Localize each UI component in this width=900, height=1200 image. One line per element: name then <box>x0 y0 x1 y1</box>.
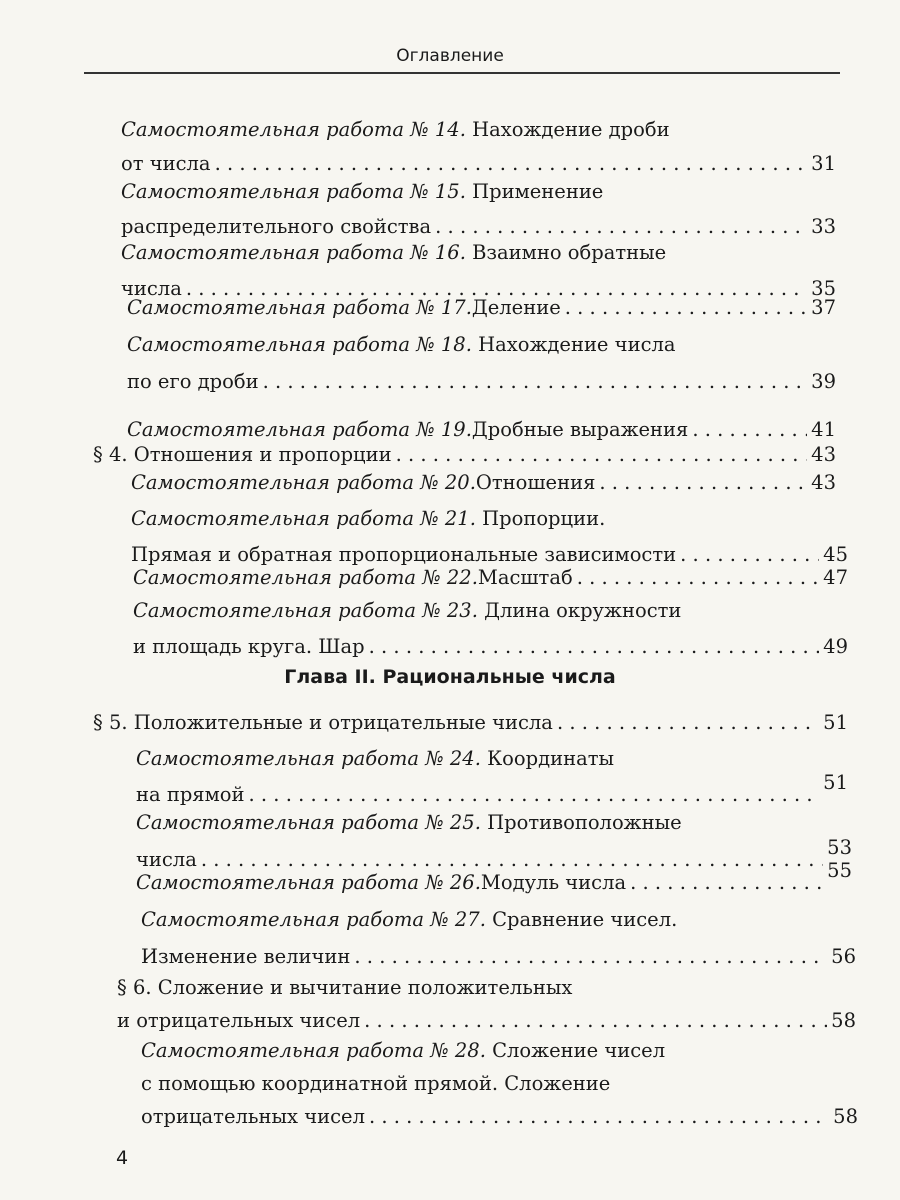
work-label: Самостоятельная работа № 16. <box>121 241 466 264</box>
entry-title-text: Применение <box>465 180 604 203</box>
work-label: Самостоятельная работа № 21. <box>131 507 476 530</box>
page-number: 31 <box>811 152 836 175</box>
dot-leader <box>630 868 823 898</box>
entry-title-text: Пропорции. <box>475 507 606 530</box>
toc-entry-line <box>136 859 852 898</box>
entry-title-text: Модуль числа <box>480 871 627 894</box>
entry-title-text: Координаты <box>480 747 615 770</box>
toc-entry-line <box>141 905 856 935</box>
page-number: 43 <box>811 471 836 494</box>
work-label: Самостоятельная работа № 14. <box>121 118 466 141</box>
toc-entry[interactable] <box>141 905 856 979</box>
page-number: 55 <box>827 859 852 882</box>
page-number: 45 <box>823 543 848 566</box>
toc-entry-line <box>121 177 836 207</box>
entry-title-text: отрицательных чисел <box>141 1105 365 1128</box>
page-number: 51 <box>823 771 848 794</box>
toc-entry[interactable] <box>141 1036 858 1135</box>
toc-entry-line <box>121 115 836 145</box>
toc-entry-line <box>127 293 836 323</box>
toc-entry[interactable] <box>133 563 848 597</box>
toc-entry[interactable] <box>131 468 836 502</box>
entry-title-text: § 4. Отношения и пропорции <box>93 443 392 466</box>
entry-title-text: Прямая и обратная пропорциональные зависимости <box>131 543 677 566</box>
toc-entry-line <box>136 744 848 774</box>
dot-leader <box>577 563 819 593</box>
page-number: 51 <box>823 711 848 734</box>
toc-entry[interactable] <box>121 115 836 183</box>
page-folio: 4 <box>116 1147 129 1169</box>
toc-entry-line <box>127 330 836 360</box>
toc-entry[interactable] <box>127 293 836 327</box>
entry-title-text: Деление <box>471 296 561 319</box>
page-number: 39 <box>811 370 836 393</box>
entry-title-text: от числа <box>121 152 211 175</box>
dot-leader <box>557 708 819 738</box>
page-number: 33 <box>811 215 836 238</box>
entry-title-text: Масштаб <box>477 566 573 589</box>
toc-entry-line <box>136 771 848 810</box>
toc-entry-line <box>131 504 848 534</box>
toc-entry-line <box>136 808 852 838</box>
work-label: Самостоятельная работа № 23. <box>133 599 478 622</box>
work-label: Самостоятельная работа № 25. <box>136 811 481 834</box>
work-label: Самостоятельная работа № 15. <box>121 180 466 203</box>
toc-entry-line <box>117 1006 856 1036</box>
work-label: Самостоятельная работа № 28. <box>141 1039 486 1062</box>
toc-entry-line <box>133 632 848 662</box>
toc-entry[interactable] <box>136 859 852 902</box>
entry-title-text: с помощью координатной прямой. Сложение <box>141 1072 611 1095</box>
dot-leader <box>599 468 807 498</box>
work-label: Самостоятельная работа № 24. <box>136 747 481 770</box>
dot-leader <box>369 632 820 662</box>
toc-entry-line <box>121 149 836 179</box>
entry-title-text: Длина окружности <box>477 599 682 622</box>
entry-title-text: Отношения <box>475 471 596 494</box>
toc-entry[interactable] <box>133 596 848 668</box>
entry-title-text: § 6. Сложение и вычитание положительных <box>117 976 573 999</box>
toc-entry[interactable] <box>93 708 848 742</box>
dot-leader <box>364 1006 827 1036</box>
page-number: 58 <box>833 1105 858 1128</box>
chapter-heading: Глава II. Рациональные числа <box>284 666 616 688</box>
entry-title-text: числа <box>121 277 182 300</box>
work-label: Самостоятельная работа № 20. <box>131 471 476 494</box>
page-number: 49 <box>823 635 848 658</box>
toc-entry[interactable] <box>136 744 848 816</box>
page-number: 53 <box>827 836 852 859</box>
toc-entry-line <box>93 708 848 738</box>
toc-entry-line <box>133 563 848 593</box>
toc-entry-line <box>141 1036 858 1066</box>
entry-title-text: и отрицательных чисел <box>117 1009 361 1032</box>
page-number: 41 <box>811 418 836 441</box>
toc-entry-line <box>133 596 848 626</box>
work-label: Самостоятельная работа № 17. <box>127 296 472 319</box>
dot-leader <box>263 367 808 397</box>
entry-title-text: Сравнение чисел. <box>485 908 678 931</box>
work-label: Самостоятельная работа № 26. <box>136 871 481 894</box>
entry-title-text: § 5. Положительные и отрицательные числа <box>93 711 553 734</box>
work-label: Самостоятельная работа № 18. <box>127 333 472 356</box>
toc-entry-line <box>131 468 836 498</box>
toc-entry-line <box>141 1102 858 1132</box>
page-number: 56 <box>831 945 856 968</box>
entry-title-text: распределительного свойства <box>121 215 432 238</box>
entry-title-text: Нахождение дроби <box>465 118 670 141</box>
toc-entry-line <box>141 1069 858 1099</box>
page-number: 35 <box>811 277 836 300</box>
dot-leader <box>396 440 808 470</box>
page-number: 43 <box>811 443 836 466</box>
toc-entry[interactable] <box>127 330 836 404</box>
running-head: Оглавление <box>396 46 504 66</box>
entry-title-text: по его дроби <box>127 370 259 393</box>
page-number: 37 <box>811 296 836 319</box>
entry-title-text: Сложение чисел <box>485 1039 666 1062</box>
entry-title-text: Изменение величин <box>141 945 351 968</box>
work-label: Самостоятельная работа № 27. <box>141 908 486 931</box>
toc-entry-line <box>93 440 836 470</box>
entry-title-text: Дробные выражения <box>471 418 689 441</box>
dot-leader <box>369 1102 829 1132</box>
toc-entry[interactable] <box>121 177 836 247</box>
toc-entry-line <box>121 238 836 268</box>
toc-entry-line <box>141 942 856 972</box>
dot-leader <box>354 942 827 972</box>
dot-leader <box>249 780 820 810</box>
work-label: Самостоятельная работа № 22. <box>133 566 478 589</box>
page-number: 47 <box>823 566 848 589</box>
entry-title-text: числа <box>136 848 197 871</box>
dot-leader <box>565 293 807 323</box>
toc-entry-line <box>127 367 836 397</box>
entry-title-text: Взаимно обратные <box>465 241 667 264</box>
entry-title-text: на прямой <box>136 783 245 806</box>
entry-title-text: Нахождение числа <box>471 333 676 356</box>
entry-title-text: и площадь круга. Шар <box>133 635 365 658</box>
toc-entry[interactable] <box>117 973 856 1039</box>
toc-entry-line <box>117 973 856 1003</box>
work-label: Самостоятельная работа № 19. <box>127 418 472 441</box>
entry-title-text: Противоположные <box>480 811 682 834</box>
dot-leader <box>215 149 808 179</box>
page-number: 58 <box>831 1009 856 1032</box>
